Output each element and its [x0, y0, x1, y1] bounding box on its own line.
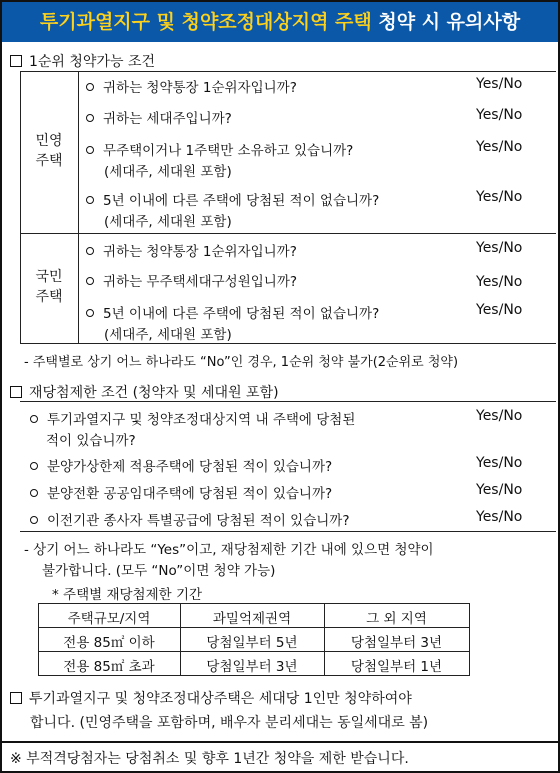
question-item	[86, 270, 297, 290]
rt-line	[38, 603, 470, 604]
question-text: 귀하는 청약통장 1순위자입니까?	[103, 244, 297, 260]
table-header-cell: 주택규모/지역	[67, 611, 151, 627]
group-label-public-line2: 주택	[35, 289, 63, 305]
section3-line2: 합니다. (민영주택을 포함하며, 배우자 분리세대는 동일세대로 봄)	[30, 715, 429, 731]
circle-bullet-icon	[30, 516, 38, 524]
question-item	[30, 455, 332, 475]
circle-bullet-icon	[86, 277, 94, 285]
answer-yes-no: Yes/No	[476, 274, 523, 290]
circle-bullet-icon	[30, 415, 38, 423]
question-subtext: 적이 있습니까?	[46, 433, 136, 449]
section2-note-line1: - 상기 어느 하나라도 “Yes”이고, 재당첨제한 기간 내에 있으면 청약이	[24, 542, 434, 558]
section2-bottom-border	[20, 531, 556, 532]
table-cell: 전용 85㎡ 초과	[63, 659, 155, 675]
rt-line	[469, 603, 470, 676]
section1-note: - 주택별로 상기 어느 하나라도 “No”인 경우, 1순위 청약 불가(2순위로 청약)	[24, 355, 459, 370]
table-caption: * 주택별 재당첨제한 기간	[52, 587, 203, 603]
group-label-public-line1: 국민	[35, 269, 63, 285]
question-subtext: (세대주, 세대원 포함)	[104, 327, 232, 343]
question-item	[86, 302, 379, 322]
circle-bullet-icon	[86, 196, 94, 204]
table1-bottom-border	[20, 343, 556, 344]
question-item	[86, 189, 379, 209]
circle-bullet-icon	[30, 462, 38, 470]
question-item	[30, 408, 355, 428]
answer-yes-no: Yes/No	[476, 408, 523, 424]
question-item	[86, 139, 353, 159]
footer-warning: ※ 부적격당첨자는 당첨취소 및 향후 1년간 청약을 제한 받습니다.	[10, 751, 409, 767]
answer-yes-no: Yes/No	[476, 482, 523, 498]
question-subtext: (세대주, 세대원 포함)	[104, 214, 232, 230]
section1-heading-text: 1순위 청약가능 조건	[29, 54, 155, 70]
section3-line1-text: 투기과열지구 및 청약조정대상주택은 세대당 1인만 청약하여야	[29, 691, 412, 707]
question-text: 5년 이내에 다른 주택에 당첨된 적이 없습니까?	[103, 193, 380, 209]
circle-bullet-icon	[86, 114, 94, 122]
table-cell: 당첨일부터 3년	[350, 635, 443, 651]
table1-top-border	[20, 71, 556, 72]
section2-heading	[10, 382, 279, 402]
title-rest: 청약 시 유의사항	[371, 11, 521, 33]
question-text: 귀하는 청약통장 1순위자입니까?	[103, 80, 297, 96]
table-header-cell: 과밀억제권역	[212, 611, 292, 627]
circle-bullet-icon	[86, 83, 94, 91]
circle-bullet-icon	[30, 489, 38, 497]
table1-divider	[78, 71, 79, 344]
rt-line	[38, 651, 470, 652]
question-text: 5년 이내에 다른 주택에 당첨된 적이 없습니까?	[103, 306, 380, 322]
question-text: 귀하는 세대주입니까?	[103, 111, 232, 127]
answer-yes-no: Yes/No	[476, 76, 523, 92]
answer-yes-no: Yes/No	[476, 189, 523, 205]
table-header-cell: 그 외 지역	[366, 611, 427, 627]
question-text: 투기과열지구 및 청약조정대상지역 내 주택에 당첨된	[47, 412, 356, 428]
section3-line1	[10, 688, 412, 708]
table-cell: 당첨일부터 3년	[206, 659, 298, 675]
question-item	[30, 509, 349, 529]
answer-yes-no: Yes/No	[476, 509, 523, 525]
group-label-private-line2: 주택	[35, 153, 63, 169]
circle-bullet-icon	[86, 309, 94, 317]
section2-heading-text: 재당첨제한 조건 (청약자 및 세대원 포함)	[29, 385, 279, 401]
rt-line	[38, 627, 470, 628]
answer-yes-no: Yes/No	[476, 139, 523, 155]
answer-yes-no: Yes/No	[476, 240, 523, 256]
answer-yes-no: Yes/No	[476, 302, 523, 318]
table-cell: 전용 85㎡ 이하	[63, 635, 155, 651]
checkbox-square-icon	[10, 55, 22, 67]
question-item	[86, 240, 297, 260]
group-label-public	[20, 267, 78, 307]
checkbox-square-icon	[10, 386, 22, 398]
question-item	[30, 482, 332, 502]
answer-yes-no: Yes/No	[476, 107, 523, 123]
section2-note-line2: 불가합니다. (모두 “No”이면 청약 가능)	[42, 563, 276, 579]
circle-bullet-icon	[86, 146, 94, 154]
question-text: 분양전환 공공임대주택에 당첨된 적이 있습니까?	[47, 486, 333, 502]
circle-bullet-icon	[86, 247, 94, 255]
checkbox-square-icon	[10, 692, 22, 704]
table-cell: 당첨일부터 5년	[206, 635, 298, 651]
group-label-private	[20, 131, 78, 171]
title-highlight: 투기과열지구 및 청약조정대상지역 주택	[39, 11, 372, 33]
question-text: 귀하는 무주택세대구성원입니까?	[103, 274, 298, 290]
question-text: 이전기관 종사자 특별공급에 당첨된 적이 있습니까?	[47, 513, 350, 529]
question-text: 무주택이거나 1주택만 소유하고 있습니까?	[103, 143, 354, 159]
question-text: 분양가상한제 적용주택에 당첨된 적이 있습니까?	[47, 459, 333, 475]
rt-line	[38, 675, 470, 676]
footer-divider	[2, 741, 558, 743]
question-item	[86, 76, 297, 96]
section2-top-border	[20, 401, 556, 402]
question-subtext: (세대주, 세대원 포함)	[104, 164, 232, 180]
table1-mid-border	[20, 233, 556, 234]
group-label-private-line1: 민영	[35, 133, 63, 149]
table-cell: 당첨일부터 1년	[350, 659, 443, 675]
question-item	[86, 107, 232, 127]
page-title	[2, 2, 558, 42]
section1-heading	[10, 51, 155, 71]
answer-yes-no: Yes/No	[476, 455, 523, 471]
